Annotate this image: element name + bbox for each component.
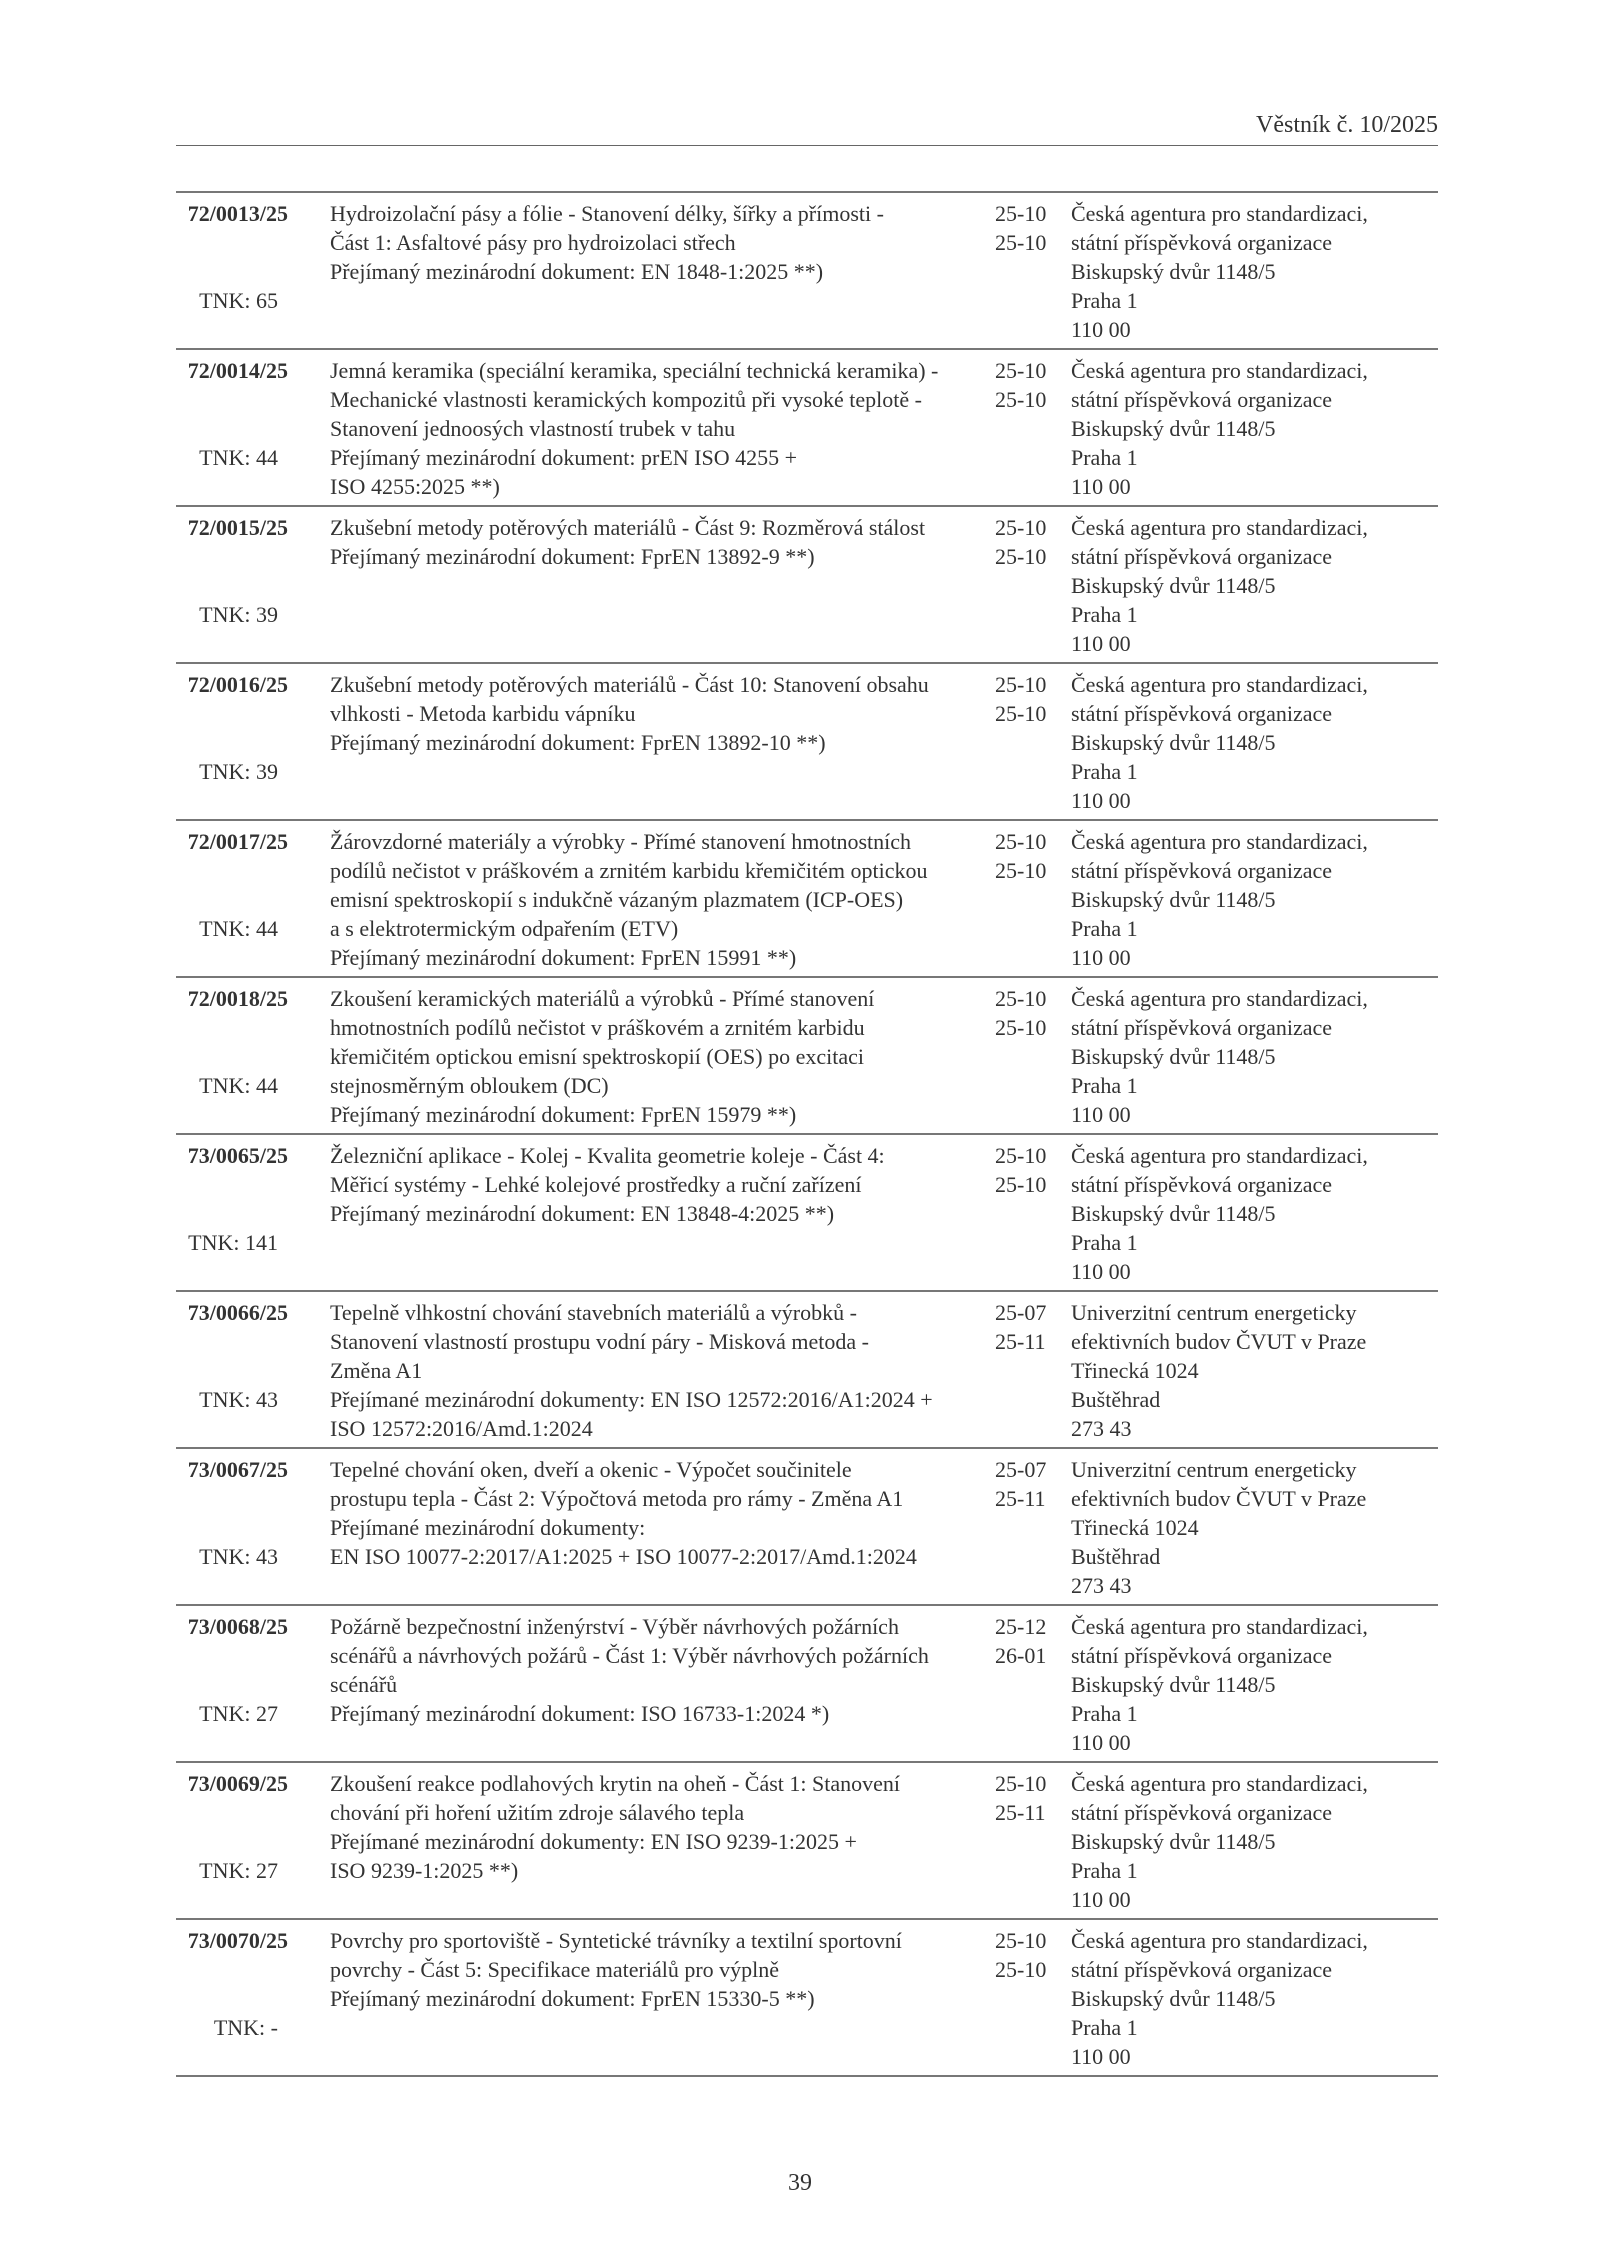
description-line: Přejímaný mezinárodní dokument: prEN ISO 4255 + [330, 445, 797, 470]
org-cell [1071, 670, 1438, 815]
id-cell [176, 670, 306, 815]
tnk-number: TNK: 44 [199, 445, 278, 470]
organization-line: státní příspěvková organizace [1071, 387, 1333, 412]
description-cell [306, 1926, 991, 2071]
org-cell [1071, 1298, 1438, 1443]
description-line: stejnosměrným obloukem (DC) [330, 1073, 609, 1098]
organization-line: Biskupský dvůr 1148/5 [1071, 573, 1276, 598]
description-cell [306, 1612, 991, 1757]
organization-line: Česká agentura pro standardizaci, [1071, 1143, 1368, 1168]
page-number: 39 [788, 2170, 812, 2196]
organization-line: Třinecká 1024 [1071, 1358, 1199, 1383]
organization-line: 110 00 [1071, 631, 1131, 656]
org-cell [1071, 827, 1438, 972]
org-cell [1071, 1455, 1438, 1600]
organization-line: efektivních budov ČVUT v Praze [1071, 1329, 1367, 1354]
org-cell [1071, 1141, 1438, 1286]
description-line: scénářů a návrhových požárů - Část 1: Výběr návrhových požárních [330, 1643, 929, 1668]
description-line: ISO 4255:2025 **) [330, 474, 500, 499]
id-cell [176, 356, 306, 501]
org-cell [1071, 1769, 1438, 1914]
description-line: Tepelné chování oken, dveří a okenic - Výpočet součinitele [330, 1457, 852, 1482]
organization-line: efektivních budov ČVUT v Praze [1071, 1486, 1367, 1511]
dates-cell [991, 1141, 1071, 1286]
dates-cell [991, 1926, 1071, 2071]
document-number: 73/0068/25 [187, 1614, 288, 1639]
description-line: ISO 9239-1:2025 **) [330, 1858, 519, 1883]
organization-line: Třinecká 1024 [1071, 1515, 1199, 1540]
org-cell [1071, 1612, 1438, 1757]
organization-line: státní příspěvková organizace [1071, 858, 1333, 883]
description-line: Přejímaný mezinárodní dokument: FprEN 15979 **) [330, 1102, 797, 1127]
dates-cell [991, 670, 1071, 815]
description-line: Jemná keramika (speciální keramika, speciální technická keramika) - [330, 358, 939, 383]
date-line: 25-10 [995, 1015, 1047, 1040]
organization-line: Česká agentura pro standardizaci, [1071, 358, 1368, 383]
date-line: 25-10 [995, 858, 1047, 883]
organization-line: 110 00 [1071, 1259, 1131, 1284]
organization-line: 273 43 [1071, 1416, 1132, 1441]
description-cell [306, 199, 991, 344]
id-cell [176, 1141, 306, 1286]
date-line: 25-10 [995, 387, 1047, 412]
tnk-number: TNK: 39 [199, 602, 278, 627]
description-line: Přejímaný mezinárodní dokument: FprEN 13892-9 **) [330, 544, 815, 569]
description-cell [306, 984, 991, 1129]
document-number: 72/0018/25 [187, 986, 288, 1011]
tnk-number: TNK: 39 [199, 759, 278, 784]
description-line: Stanovení jednoosých vlastností trubek v tahu [330, 416, 736, 441]
dates-cell [991, 827, 1071, 972]
description-cell [306, 513, 991, 658]
id-cell [176, 827, 306, 972]
tnk-number: TNK: 27 [199, 1701, 278, 1726]
description-cell [306, 1455, 991, 1600]
description-line: scénářů [330, 1672, 398, 1697]
organization-line: Česká agentura pro standardizaci, [1071, 201, 1368, 226]
date-line: 25-07 [995, 1300, 1047, 1325]
organization-line: Univerzitní centrum energeticky [1071, 1300, 1357, 1325]
organization-line: státní příspěvková organizace [1071, 1957, 1333, 1982]
organization-line: Biskupský dvůr 1148/5 [1071, 730, 1276, 755]
organization-line: 110 00 [1071, 1730, 1131, 1755]
dates-cell [991, 984, 1071, 1129]
organization-line: Česká agentura pro standardizaci, [1071, 1771, 1368, 1796]
org-cell [1071, 1926, 1438, 2071]
description-cell [306, 1769, 991, 1914]
description-line: podílů nečistot v práškovém a zrnitém karbidu křemičitém optickou [330, 858, 928, 883]
organization-line: 110 00 [1071, 1102, 1131, 1127]
id-cell [176, 984, 306, 1129]
org-cell [1071, 513, 1438, 658]
description-line: Zkušební metody potěrových materiálů - Část 9: Rozměrová stálost [330, 515, 926, 540]
dates-cell [991, 356, 1071, 501]
date-line: 25-11 [995, 1800, 1046, 1825]
description-line: Přejímané mezinárodní dokumenty: [330, 1515, 646, 1540]
organization-line: Biskupský dvůr 1148/5 [1071, 1201, 1276, 1226]
description-line: Povrchy pro sportoviště - Syntetické trávníky a textilní sportovní [330, 1928, 902, 1953]
date-line: 25-10 [995, 544, 1047, 569]
id-cell [176, 1455, 306, 1600]
description-line: Měřicí systémy - Lehké kolejové prostředky a ruční zařízení [330, 1172, 862, 1197]
description-line: hmotnostních podílů nečistot v práškovém a zrnitém karbidu [330, 1015, 865, 1040]
organization-line: 110 00 [1071, 788, 1131, 813]
organization-line: 110 00 [1071, 474, 1131, 499]
dates-cell [991, 1612, 1071, 1757]
description-line: povrchy - Část 5: Specifikace materiálů pro výplně [330, 1957, 780, 1982]
description-line: Přejímané mezinárodní dokumenty: EN ISO 12572:2016/A1:2024 + [330, 1387, 933, 1412]
document-number: 73/0069/25 [187, 1771, 288, 1796]
dates-cell [991, 1455, 1071, 1600]
organization-line: Česká agentura pro standardizaci, [1071, 1614, 1368, 1639]
description-line: Železniční aplikace - Kolej - Kvalita geometrie koleje - Část 4: [330, 1143, 885, 1168]
description-line: Stanovení vlastností prostupu vodní páry - Misková metoda - [330, 1329, 869, 1354]
organization-line: Praha 1 [1071, 1858, 1138, 1883]
organization-line: Praha 1 [1071, 602, 1138, 627]
description-line: Zkoušení keramických materiálů a výrobků - Přímé stanovení [330, 986, 875, 1011]
organization-line: Česká agentura pro standardizaci, [1071, 1928, 1368, 1953]
description-line: a s elektrotermickým odpařením (ETV) [330, 916, 679, 941]
description-line: vlhkosti - Metoda karbidu vápníku [330, 701, 636, 726]
dates-cell [991, 1298, 1071, 1443]
document-number: 73/0067/25 [187, 1457, 288, 1482]
organization-line: státní příspěvková organizace [1071, 1015, 1333, 1040]
date-line: 26-01 [995, 1643, 1047, 1668]
date-line: 25-11 [995, 1329, 1046, 1354]
date-line: 25-10 [995, 1957, 1047, 1982]
organization-line: Praha 1 [1071, 445, 1138, 470]
organization-line: Praha 1 [1071, 1701, 1138, 1726]
organization-line: Praha 1 [1071, 916, 1138, 941]
organization-line: Praha 1 [1071, 288, 1138, 313]
description-cell [306, 670, 991, 815]
document-number: 72/0013/25 [187, 201, 288, 226]
organization-line: Biskupský dvůr 1148/5 [1071, 1672, 1276, 1697]
table-row [176, 664, 1438, 821]
organization-line: Biskupský dvůr 1148/5 [1071, 887, 1276, 912]
description-line: Změna A1 [330, 1358, 423, 1383]
organization-line: Biskupský dvůr 1148/5 [1071, 1044, 1276, 1069]
description-line: Mechanické vlastnosti keramických kompozitů při vysoké teplotě - [330, 387, 923, 412]
description-line: Přejímaný mezinárodní dokument: EN 13848-4:2025 **) [330, 1201, 835, 1226]
date-line: 25-10 [995, 1771, 1047, 1796]
description-line: Žárovzdorné materiály a výrobky - Přímé stanovení hmotnostních [330, 829, 912, 854]
organization-line: státní příspěvková organizace [1071, 1643, 1333, 1668]
document-number: 73/0066/25 [187, 1300, 288, 1325]
dates-cell [991, 1769, 1071, 1914]
organization-line: Biskupský dvůr 1148/5 [1071, 1986, 1276, 2011]
table-row [176, 507, 1438, 664]
organization-line: Česká agentura pro standardizaci, [1071, 829, 1368, 854]
date-line: 25-10 [995, 986, 1047, 1011]
tnk-number: TNK: 43 [199, 1387, 278, 1412]
document-number: 72/0015/25 [187, 515, 288, 540]
table-row [176, 1763, 1438, 1920]
organization-line: Biskupský dvůr 1148/5 [1071, 416, 1276, 441]
description-cell [306, 1298, 991, 1443]
dates-cell [991, 199, 1071, 344]
table-row [176, 1135, 1438, 1292]
organization-line: 273 43 [1071, 1573, 1132, 1598]
date-line: 25-12 [995, 1614, 1047, 1639]
table-row [176, 1606, 1438, 1763]
description-line: Přejímaný mezinárodní dokument: FprEN 15991 **) [330, 945, 797, 970]
description-line: Zkoušení reakce podlahových krytin na oheň - Část 1: Stanovení [330, 1771, 901, 1796]
table-row [176, 350, 1438, 507]
tnk-number: TNK: 65 [199, 288, 278, 313]
date-line: 25-11 [995, 1486, 1046, 1511]
bulletin-title: Věstník č. 10/2025 [1256, 112, 1438, 138]
description-line: EN ISO 10077-2:2017/A1:2025 + ISO 10077-2:2017/Amd.1:2024 [330, 1544, 917, 1569]
organization-line: 110 00 [1071, 1887, 1131, 1912]
organization-line: 110 00 [1071, 2044, 1131, 2069]
description-line: chování při hoření užitím zdroje sálavého tepla [330, 1800, 745, 1825]
table-row [176, 193, 1438, 350]
description-line: prostupu tepla - Část 2: Výpočtová metoda pro rámy - Změna A1 [330, 1486, 904, 1511]
tnk-number: TNK: 43 [199, 1544, 278, 1569]
description-line: emisní spektroskopií s indukčně vázaným plazmatem (ICP-OES) [330, 887, 904, 912]
id-cell [176, 199, 306, 344]
tnk-number: TNK: 44 [199, 916, 278, 941]
description-line: Požárně bezpečnostní inženýrství - Výběr návrhových požárních [330, 1614, 899, 1639]
id-cell [176, 1612, 306, 1757]
organization-line: Praha 1 [1071, 1230, 1138, 1255]
tnk-number: TNK: - [213, 2015, 278, 2040]
description-cell [306, 827, 991, 972]
description-line: Přejímaný mezinárodní dokument: FprEN 15330-5 **) [330, 1986, 815, 2011]
description-line: Přejímaný mezinárodní dokument: EN 1848-1:2025 **) [330, 259, 824, 284]
description-line: Hydroizolační pásy a fólie - Stanovení délky, šířky a přímosti - [330, 201, 884, 226]
organization-line: 110 00 [1071, 945, 1131, 970]
document-number: 73/0070/25 [187, 1928, 288, 1953]
organization-line: státní příspěvková organizace [1071, 544, 1333, 569]
date-line: 25-10 [995, 1172, 1047, 1197]
organization-line: Biskupský dvůr 1148/5 [1071, 259, 1276, 284]
date-line: 25-10 [995, 230, 1047, 255]
date-line: 25-10 [995, 672, 1047, 697]
organization-line: Česká agentura pro standardizaci, [1071, 986, 1368, 1011]
org-cell [1071, 199, 1438, 344]
org-cell [1071, 356, 1438, 501]
description-line: Přejímaný mezinárodní dokument: FprEN 13892-10 **) [330, 730, 826, 755]
document-number: 72/0016/25 [187, 672, 288, 697]
standards-table [176, 191, 1438, 2077]
organization-line: státní příspěvková organizace [1071, 230, 1333, 255]
id-cell [176, 1769, 306, 1914]
tnk-number: TNK: 27 [199, 1858, 278, 1883]
organization-line: státní příspěvková organizace [1071, 701, 1333, 726]
document-number: 72/0017/25 [187, 829, 288, 854]
dates-cell [991, 513, 1071, 658]
table-row [176, 821, 1438, 978]
organization-line: Buštěhrad [1071, 1387, 1161, 1412]
table-row [176, 1292, 1438, 1449]
organization-line: Praha 1 [1071, 1073, 1138, 1098]
date-line: 25-10 [995, 701, 1047, 726]
organization-line: Univerzitní centrum energeticky [1071, 1457, 1357, 1482]
description-line: Přejímaný mezinárodní dokument: ISO 16733-1:2024 *) [330, 1701, 830, 1726]
date-line: 25-10 [995, 201, 1047, 226]
organization-line: Česká agentura pro standardizaci, [1071, 672, 1368, 697]
date-line: 25-07 [995, 1457, 1047, 1482]
description-cell [306, 356, 991, 501]
date-line: 25-10 [995, 515, 1047, 540]
organization-line: státní příspěvková organizace [1071, 1800, 1333, 1825]
date-line: 25-10 [995, 358, 1047, 383]
description-line: křemičitém optickou emisní spektroskopií (OES) po excitaci [330, 1044, 864, 1069]
organization-line: 110 00 [1071, 317, 1131, 342]
organization-line: Praha 1 [1071, 759, 1138, 784]
description-line: Tepelně vlhkostní chování stavebních materiálů a výrobků - [330, 1300, 857, 1325]
org-cell [1071, 984, 1438, 1129]
id-cell [176, 513, 306, 658]
organization-line: Buštěhrad [1071, 1544, 1161, 1569]
date-line: 25-10 [995, 1143, 1047, 1168]
document-number: 72/0014/25 [187, 358, 288, 383]
table-row [176, 978, 1438, 1135]
header-divider [176, 145, 1438, 146]
table-row [176, 1449, 1438, 1606]
date-line: 25-10 [995, 1928, 1047, 1953]
tnk-number: TNK: 44 [199, 1073, 278, 1098]
tnk-number: TNK: 141 [188, 1230, 278, 1255]
table-row [176, 1920, 1438, 2077]
description-line: Přejímané mezinárodní dokumenty: EN ISO 9239-1:2025 + [330, 1829, 857, 1854]
description-cell [306, 1141, 991, 1286]
id-cell [176, 1926, 306, 2071]
document-number: 73/0065/25 [187, 1143, 288, 1168]
description-line: Část 1: Asfaltové pásy pro hydroizolaci střech [330, 230, 736, 255]
organization-line: Biskupský dvůr 1148/5 [1071, 1829, 1276, 1854]
id-cell [176, 1298, 306, 1443]
organization-line: Praha 1 [1071, 2015, 1138, 2040]
description-line: Zkušební metody potěrových materiálů - Část 10: Stanovení obsahu [330, 672, 929, 697]
organization-line: státní příspěvková organizace [1071, 1172, 1333, 1197]
organization-line: Česká agentura pro standardizaci, [1071, 515, 1368, 540]
description-line: ISO 12572:2016/Amd.1:2024 [330, 1416, 593, 1441]
date-line: 25-10 [995, 829, 1047, 854]
